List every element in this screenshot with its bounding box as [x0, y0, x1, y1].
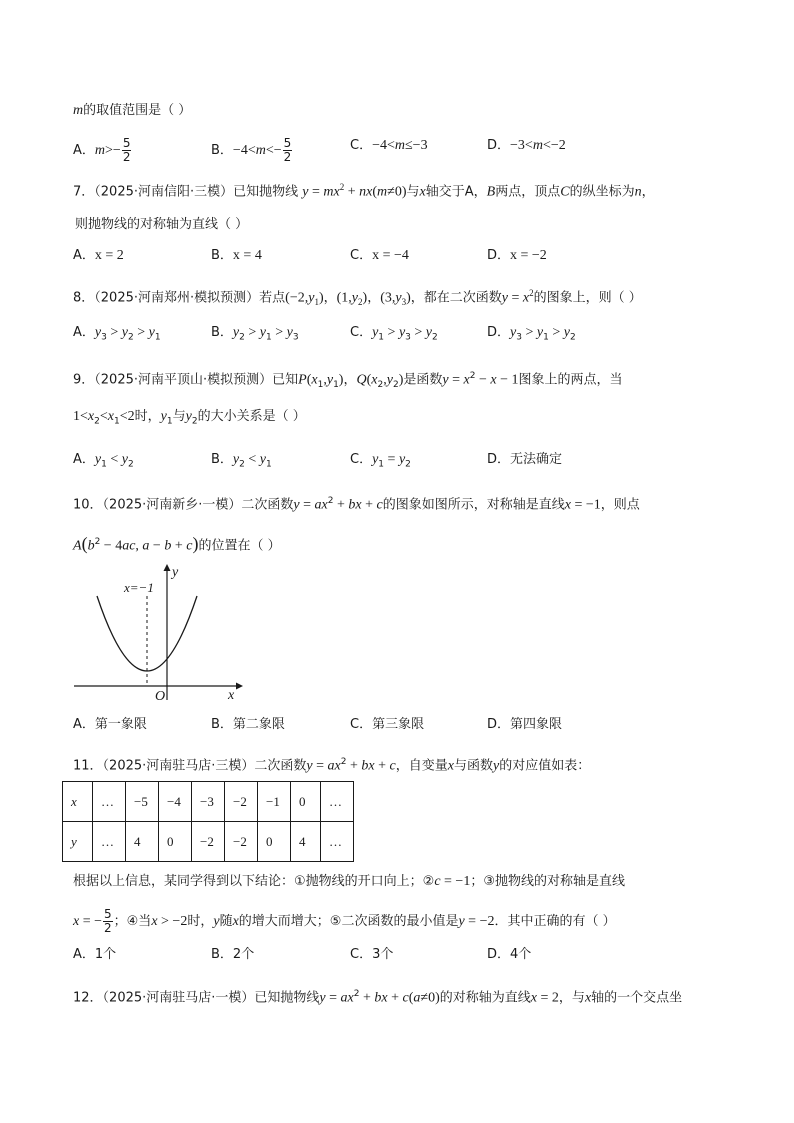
table-cell: … — [93, 782, 126, 822]
q7-stem-line1: 7．（2025·河南信阳·三模）已知抛物线 $y = mx^2 + nx(m\ne 0)$与x轴交于A，B两点，顶点C的纵坐标为n， — [73, 182, 655, 200]
q8-option-d[interactable]: D．$y_3 > y_1 > y_2$ — [487, 325, 576, 343]
q10-option-a[interactable]: A．第一象限 — [73, 717, 147, 732]
q7-option-a[interactable]: A．x = 2 — [73, 248, 124, 263]
q9-option-c[interactable]: C．$y_1 = y_2$ — [350, 452, 411, 470]
q6-option-a[interactable]: A．m>− $\frac{5}{2}$ — [73, 136, 131, 164]
y-axis-label: y — [172, 565, 179, 580]
q8-option-a[interactable]: A．$y_3 > y_2 > y_1$ — [73, 325, 161, 343]
symmetry-axis-label: x=−1 — [124, 580, 154, 595]
q11-stem: 11．（2025·河南驻马店·三模）二次函数$y = ax^2$ + bx + c，自变量x与函数y的对应值如表： — [73, 757, 591, 774]
table-cell: −5 — [126, 782, 159, 822]
q7-option-d[interactable]: D．x = −2 — [487, 248, 547, 263]
q10-stem-line1: 10．（2025·河南新乡·一模）二次函数$y = ax^2$ + bx + c的图象如图所示，对称轴是直线x = −1，则点 — [73, 496, 640, 513]
q10-option-d[interactable]: D．第四象限 — [487, 717, 563, 732]
q9-option-b[interactable]: B．$y_2 < y_1$ — [211, 452, 272, 470]
table-row-y — [63, 822, 354, 862]
q9-stem-line2: $1<x_2<x_1<2$时，$y_1$与$y_2$的大小关系是（ ） — [73, 409, 306, 427]
q11-option-c[interactable]: C．3个 — [350, 947, 394, 962]
table-cell: … — [93, 822, 126, 862]
table-cell: x — [63, 782, 93, 822]
table-cell: −2 — [225, 822, 258, 862]
q8-option-b[interactable]: B．$y_2 > y_1 > y_3$ — [211, 325, 299, 343]
table-cell: −1 — [258, 782, 291, 822]
x-axis-label: x — [228, 688, 235, 703]
table-cell: −2 — [225, 782, 258, 822]
q11-option-d[interactable]: D．4个 — [487, 947, 532, 962]
origin-label: O — [155, 689, 166, 704]
q10-stem-line2: $A(b^2 - 4ac$, a − b + c)的位置在（ ） — [73, 533, 281, 554]
q6-stem: m的取值范围是（ ） — [73, 103, 192, 118]
table-cell: 0 — [258, 822, 291, 862]
q9-option-d[interactable]: D．无法确定 — [487, 452, 563, 467]
q7-option-b[interactable]: B．x = 4 — [211, 248, 262, 263]
table-cell: 0 — [159, 822, 192, 862]
q6-option-d[interactable]: D．−3<m<−2 — [487, 138, 566, 153]
q7-stem-line2: 则抛物线的对称轴为直线（ ） — [75, 217, 249, 232]
q6-option-b[interactable]: B．−4<m<− $\frac{5}{2}$ — [211, 136, 292, 164]
y-axis-arrow-icon — [164, 564, 171, 571]
q9-option-a[interactable]: A．$y_1 < y_2$ — [73, 452, 134, 470]
table-cell: 4 — [291, 822, 321, 862]
table-cell: −4 — [159, 782, 192, 822]
table-cell: … — [321, 782, 354, 822]
value-table — [62, 781, 354, 862]
q10-option-b[interactable]: B．第二象限 — [211, 717, 285, 732]
table-cell: 4 — [126, 822, 159, 862]
table-row-x — [63, 782, 354, 822]
parabola-graph — [70, 560, 250, 705]
q12-stem: 12．（2025·河南驻马店·一模）已知抛物线$y = ax^2$ + bx + c(a≠0)的对称轴为直线x = 2，与x轴的一个交点坐 — [73, 989, 683, 1006]
q8-option-c[interactable]: C．$y_1 > y_3 > y_2$ — [350, 325, 438, 343]
q8-stem: 8．（2025·河南郑州·模拟预测）若点$(-2,y_1)$，$(1,y_2)$，$(3,y_3)$，都在二次函数$y = x^2$的图象上，则（ ） — [73, 288, 642, 307]
q7-option-c[interactable]: C．x = −4 — [350, 248, 409, 263]
table-cell: −2 — [192, 822, 225, 862]
table-cell: y — [63, 822, 93, 862]
q10-option-c[interactable]: C．第三象限 — [350, 717, 425, 732]
x-axis-arrow-icon — [236, 683, 243, 690]
q11-option-a[interactable]: A．1个 — [73, 947, 117, 962]
table-cell: −3 — [192, 782, 225, 822]
q6-option-c[interactable]: C．−4<m≤−3 — [350, 138, 428, 153]
q11-option-b[interactable]: B．2个 — [211, 947, 255, 962]
table-cell: 0 — [291, 782, 321, 822]
q11-conclusions-line2: x = − $\frac{5}{2}$ ；④当x > −2时，y随x的增大而增大；⑤二次函数的最小值是y = −2．其中正确的有（ ） — [73, 907, 616, 935]
table-cell: … — [321, 822, 354, 862]
q11-conclusions-line1: 根据以上信息，某同学得到以下结论：①抛物线的开口向上；②c = −1；③抛物线的对称轴是直线 — [73, 874, 625, 889]
q9-stem-line1: 9．（2025·河南平顶山·模拟预测）已知$P(x_1,y_1)$，$Q(x_2,y_2)$是函数$y = x^2 - x - 1$图象上的两点，当 — [73, 371, 623, 390]
